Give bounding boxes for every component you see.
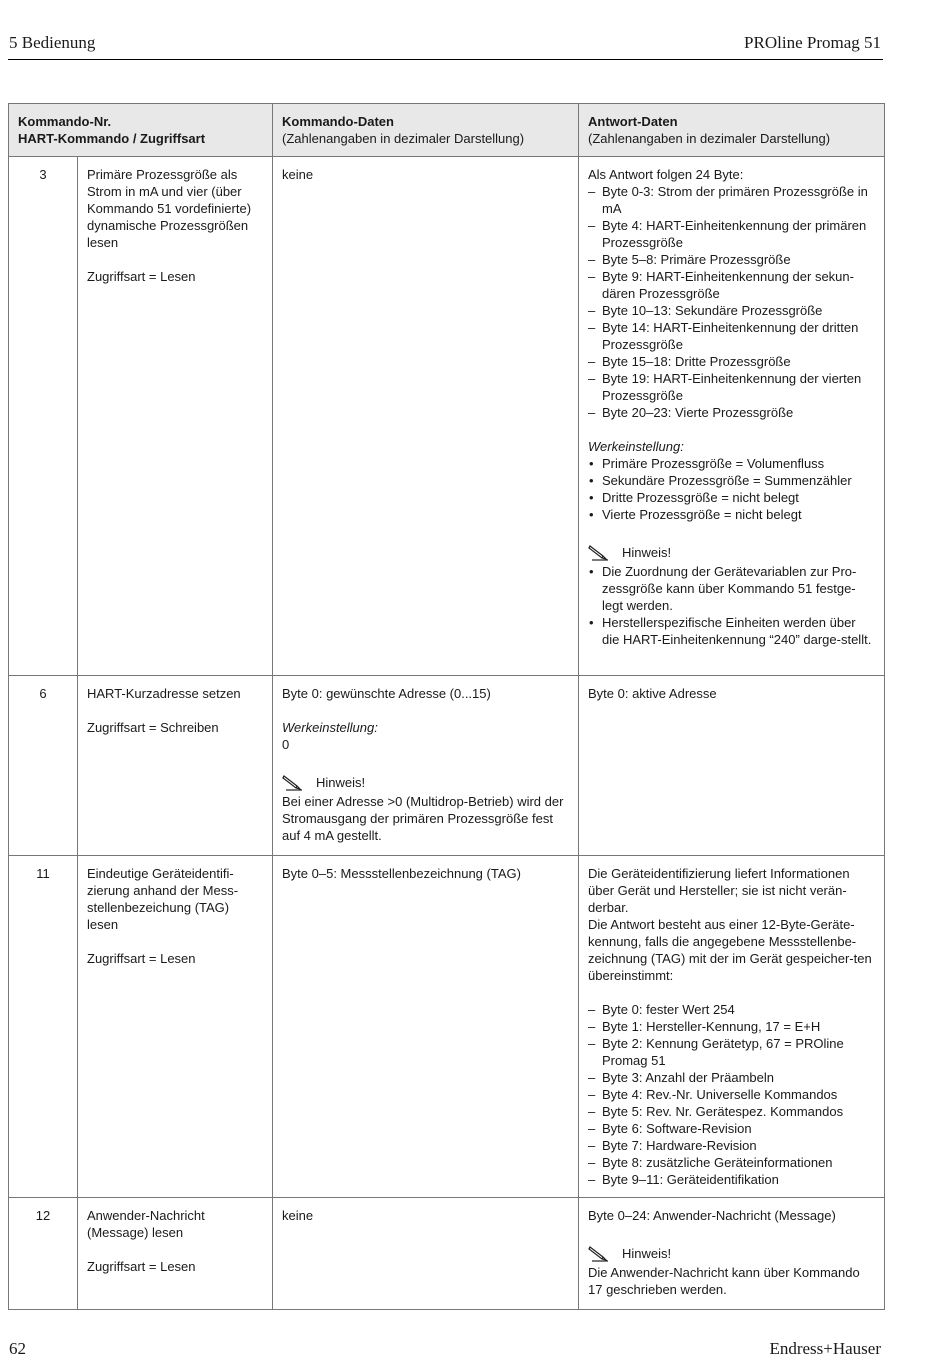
list-item: – Byte 1: Hersteller-Kennung, 17 = E+H — [588, 1018, 875, 1035]
hint-label: Hinweis! — [316, 774, 366, 790]
command-data-text: keine — [282, 167, 314, 182]
hart-command-table — [8, 103, 885, 1310]
command-number: 12 — [9, 1198, 78, 1310]
page-header — [8, 31, 883, 60]
header-col1-line1: Kommando-Nr. — [18, 114, 112, 129]
command-description: Eindeutige Geräteidentifi-zierung anhand der Mess-stellenbezeichung (TAG) lesen — [87, 866, 239, 932]
list-item: – Byte 19: HART-Einheitenkennung der vierten Prozessgröße — [588, 370, 875, 404]
header-col2-line1: Kommando-Daten — [282, 114, 394, 129]
list-item: • Herstellerspezifische Einheiten werden über die HART-Einheitenkennung “240” darge-stellt. — [588, 614, 875, 648]
response-data — [579, 856, 885, 1198]
command-number: 3 — [9, 157, 78, 676]
list-item: – Byte 2: Kennung Gerätetyp, 67 = PROline Promag 51 — [588, 1035, 875, 1069]
response-byte-list — [588, 1001, 875, 1188]
list-item: – Byte 14: HART-Einheitenkennung der dritten Prozessgröße — [588, 319, 875, 353]
command-number: 11 — [9, 856, 78, 1198]
command-data — [273, 1198, 579, 1310]
command-data-text: Byte 0: gewünschte Adresse (0...15) — [282, 686, 491, 701]
list-item: – Byte 7: Hardware-Revision — [588, 1137, 875, 1154]
table-row — [9, 676, 885, 856]
response-data — [579, 1198, 885, 1310]
header-col1-line2: HART-Kommando / Zugriffsart — [18, 131, 206, 146]
hint-text: Bei einer Adresse >0 (Multidrop-Betrieb) wird der Stromausgang der primären Prozessgröße fest auf 4 mA gestellt. — [282, 794, 564, 843]
list-item: – Byte 10–13: Sekundäre Prozessgröße — [588, 302, 875, 319]
factory-setting-label: Werkeinstellung: — [282, 720, 378, 735]
list-item: – Byte 9: HART-Einheitenkennung der sekun-dären Prozessgröße — [588, 268, 875, 302]
list-item: – Byte 9–11: Geräteidentifikation — [588, 1171, 875, 1188]
hint-heading — [282, 770, 569, 794]
response-text: Byte 0–24: Anwender-Nachricht (Message) — [588, 1208, 836, 1223]
command-data — [273, 856, 579, 1198]
command-number: 6 — [9, 676, 78, 856]
header-response-data — [579, 104, 885, 157]
access-type: Zugriffsart = Schreiben — [87, 720, 219, 735]
list-item: • Die Zuordnung der Gerätevariablen zur Pro-zessgröße kann über Kommando 51 festge-legt werden. — [588, 563, 875, 614]
command-description: HART-Kurzadresse setzen — [87, 686, 241, 701]
access-type: Zugriffsart = Lesen — [87, 1259, 196, 1274]
list-item: – Byte 4: HART-Einheitenkennung der primären Prozessgröße — [588, 217, 875, 251]
table-row — [9, 1198, 885, 1310]
product-name: PROline Promag 51 — [744, 33, 881, 52]
pencil-note-icon — [588, 543, 610, 561]
command-data — [273, 676, 579, 856]
response-intro: Als Antwort folgen 24 Byte: — [588, 167, 744, 182]
command-function — [78, 856, 273, 1198]
factory-setting-list — [588, 455, 875, 523]
access-type: Zugriffsart = Lesen — [87, 269, 196, 284]
header-col2-line2: (Zahlenangaben in dezimaler Darstellung) — [282, 131, 525, 146]
command-data — [273, 157, 579, 676]
command-function — [78, 1198, 273, 1310]
hint-label: Hinweis! — [622, 1245, 672, 1261]
pencil-note-icon — [588, 1244, 610, 1262]
hint-label: Hinweis! — [622, 544, 672, 560]
command-data-text: Byte 0–5: Messstellenbezeichnung (TAG) — [282, 866, 521, 881]
factory-setting-value: 0 — [282, 737, 290, 752]
page-footer — [8, 1339, 883, 1361]
command-description: Primäre Prozessgröße als Strom in mA und vier (über Kommando 51 vordefinierte) dynamische Prozessgrößen lesen — [87, 167, 252, 250]
access-type: Zugriffsart = Lesen — [87, 951, 196, 966]
brand-name: Endress+Hauser — [769, 1339, 881, 1358]
command-description: Anwender-Nachricht (Message) lesen — [87, 1208, 205, 1240]
list-item: – Byte 3: Anzahl der Präambeln — [588, 1069, 875, 1086]
list-item: • Primäre Prozessgröße = Volumenfluss — [588, 455, 875, 472]
table-header-row — [9, 104, 885, 157]
list-item: – Byte 5–8: Primäre Prozessgröße — [588, 251, 875, 268]
list-item: • Vierte Prozessgröße = nicht belegt — [588, 506, 875, 523]
pencil-note-icon — [282, 773, 304, 791]
response-data — [579, 676, 885, 856]
response-data — [579, 157, 885, 676]
list-item: – Byte 15–18: Dritte Prozessgröße — [588, 353, 875, 370]
hint-heading — [588, 540, 875, 564]
factory-setting-label: Werkeinstellung: — [588, 439, 684, 454]
header-col3-line2: (Zahlenangaben in dezimaler Darstellung) — [588, 131, 831, 146]
list-item: – Byte 6: Software-Revision — [588, 1120, 875, 1137]
list-item: – Byte 20–23: Vierte Prozessgröße — [588, 404, 875, 421]
list-item: – Byte 0: fester Wert 254 — [588, 1001, 875, 1018]
list-item: • Dritte Prozessgröße = nicht belegt — [588, 489, 875, 506]
list-item: – Byte 4: Rev.-Nr. Universelle Kommandos — [588, 1086, 875, 1103]
list-item: • Sekundäre Prozessgröße = Summenzähler — [588, 472, 875, 489]
header-col3-line1: Antwort-Daten — [588, 114, 678, 129]
header-command-no — [9, 104, 273, 157]
list-item: – Byte 8: zusätzliche Geräteinformationen — [588, 1154, 875, 1171]
header-command-data — [273, 104, 579, 157]
hint-heading — [588, 1241, 875, 1265]
page-number: 62 — [9, 1339, 26, 1358]
list-item: – Byte 5: Rev. Nr. Gerätespez. Kommandos — [588, 1103, 875, 1120]
table-row — [9, 157, 885, 676]
hint-list — [588, 563, 875, 648]
command-data-text: keine — [282, 1208, 314, 1223]
hint-text: Die Anwender-Nachricht kann über Kommando 17 geschrieben werden. — [588, 1265, 860, 1297]
response-paragraph: Die Antwort besteht aus einer 12-Byte-Geräte-kennung, falls die angegebene Messstellenbe-zeichnung (TAG) mit der im Gerät gespeicher-ten übereinstimmt: — [588, 917, 872, 983]
response-paragraph: Die Geräteidentifizierung liefert Informationen über Gerät und Hersteller; sie ist nicht verän-derbar. — [588, 866, 850, 915]
response-byte-list — [588, 183, 875, 421]
chapter-title: 5 Bedienung — [9, 33, 96, 52]
list-item: – Byte 0-3: Strom der primären Prozessgröße in mA — [588, 183, 875, 217]
table-row — [9, 856, 885, 1198]
command-function — [78, 157, 273, 676]
command-function — [78, 676, 273, 856]
response-text: Byte 0: aktive Adresse — [588, 686, 717, 701]
